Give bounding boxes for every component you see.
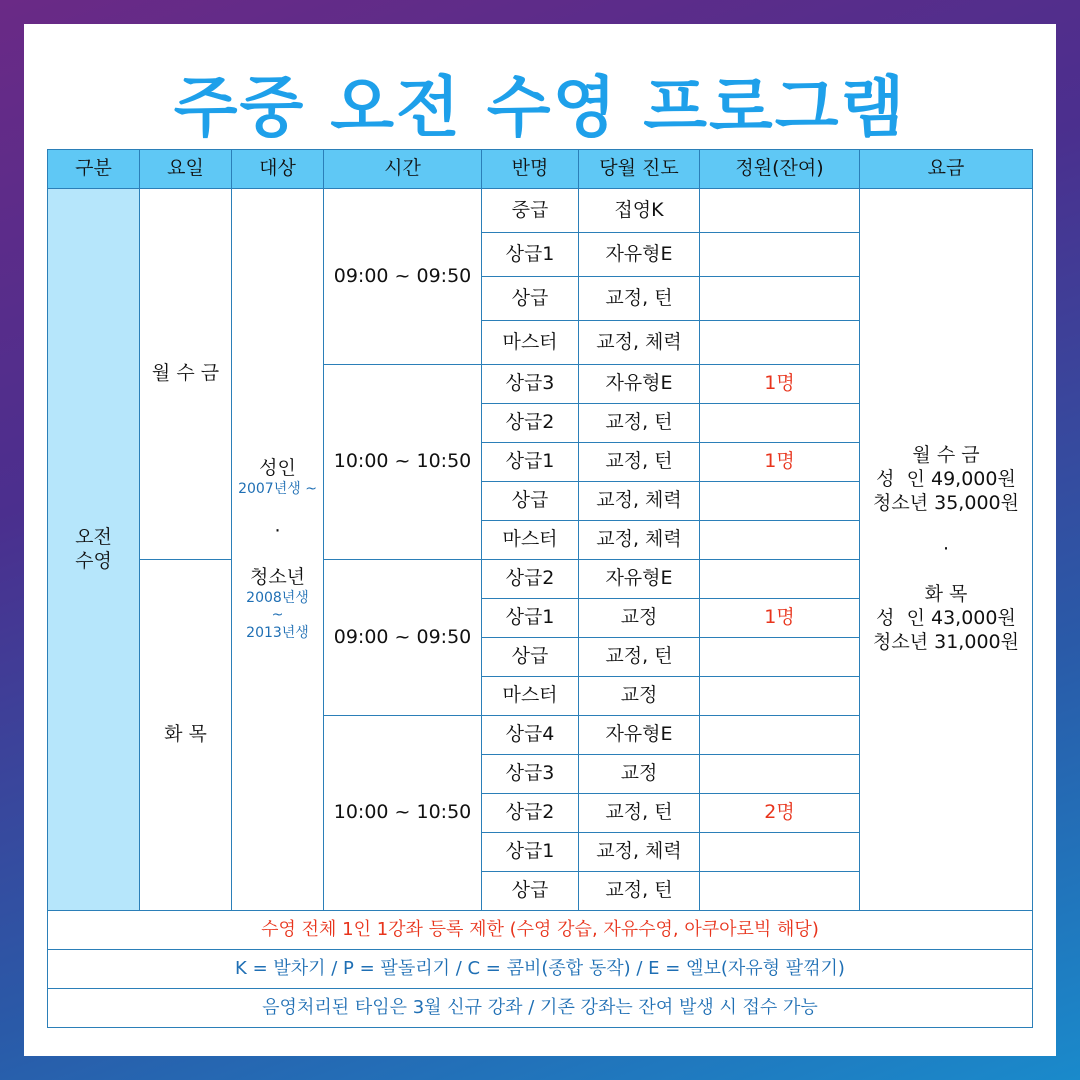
class-cell: 상급1: [482, 443, 579, 482]
class-cell: 상급3: [482, 365, 579, 404]
progress-cell: 접영K: [579, 189, 700, 233]
header-cell: 대상: [232, 150, 324, 189]
capacity-cell: [700, 872, 860, 911]
progress-cell: 교정, 턴: [579, 443, 700, 482]
schedule-table: [47, 149, 1033, 1028]
header-cell: 정원(잔여): [700, 150, 860, 189]
header-cell: 반명: [482, 150, 579, 189]
progress-cell: 교정, 체력: [579, 833, 700, 872]
schedule-card: [24, 24, 1056, 1056]
class-cell: 상급1: [482, 833, 579, 872]
capacity-cell: [700, 321, 860, 365]
fee-dot: ·: [942, 537, 950, 560]
class-cell: 중급: [482, 189, 579, 233]
target-adult: 성인: [259, 456, 296, 479]
capacity-cell: [700, 404, 860, 443]
target-adult-year: 2007년생 ~: [238, 480, 317, 497]
class-cell: 상급3: [482, 755, 579, 794]
capacity-cell: 2명: [700, 794, 860, 833]
target-cell: [232, 189, 324, 911]
target-youth: 청소년: [249, 565, 306, 588]
fee-tt-youth: 청소년 31,000원: [873, 630, 1019, 653]
capacity-cell: 1명: [700, 365, 860, 404]
fee-mwf-label: 월 수 금: [912, 444, 980, 467]
class-cell: 상급: [482, 638, 579, 677]
note-registration-limit: 수영 전체 1인 1강좌 등록 제한 (수영 강습, 자유수영, 아쿠아로빅 해당): [48, 911, 1033, 950]
progress-cell: 교정, 턴: [579, 638, 700, 677]
class-cell: 상급2: [482, 404, 579, 443]
header-cell: 당월 진도: [579, 150, 700, 189]
header-cell: 시간: [324, 150, 482, 189]
note-row: [48, 911, 1033, 950]
progress-cell: 자유형E: [579, 365, 700, 404]
fee-tt-adult: 성 인 43,000원: [876, 607, 1016, 630]
time-cell: 09:00 ~ 09:50: [324, 560, 482, 716]
class-cell: 상급1: [482, 599, 579, 638]
class-cell: 상급4: [482, 716, 579, 755]
capacity-cell: 1명: [700, 443, 860, 482]
target-youth-year-to: 2013년생: [246, 624, 309, 641]
progress-cell: 교정, 체력: [579, 482, 700, 521]
class-cell: 상급: [482, 872, 579, 911]
capacity-cell: [700, 482, 860, 521]
progress-cell: 교정: [579, 599, 700, 638]
page-title: 주중 오전 수영 프로그램: [24, 54, 1056, 149]
class-cell: 상급: [482, 277, 579, 321]
note-shaded-times: 음영처리된 타임은 3월 신규 강좌 / 기존 강좌는 잔여 발생 시 접수 가능: [48, 989, 1033, 1028]
time-cell: 10:00 ~ 10:50: [324, 365, 482, 560]
table-row: [48, 189, 1033, 233]
progress-cell: 자유형E: [579, 716, 700, 755]
capacity-cell: [700, 716, 860, 755]
progress-cell: 자유형E: [579, 233, 700, 277]
fee-mwf-adult: 성 인 49,000원: [876, 468, 1016, 491]
capacity-cell: [700, 638, 860, 677]
header-cell: 요일: [140, 150, 232, 189]
time-cell: 10:00 ~ 10:50: [324, 716, 482, 911]
progress-cell: 교정: [579, 755, 700, 794]
capacity-cell: [700, 521, 860, 560]
target-youth-year-from: 2008년생: [246, 589, 309, 606]
progress-cell: 교정, 턴: [579, 794, 700, 833]
time-cell: 09:00 ~ 09:50: [324, 189, 482, 365]
progress-cell: 교정, 체력: [579, 521, 700, 560]
header-cell: 요금: [860, 150, 1033, 189]
progress-cell: 교정, 체력: [579, 321, 700, 365]
capacity-cell: 1명: [700, 599, 860, 638]
class-cell: 상급: [482, 482, 579, 521]
note-row: [48, 950, 1033, 989]
progress-cell: 교정, 턴: [579, 277, 700, 321]
capacity-cell: [700, 277, 860, 321]
day-cell-mwf: 월 수 금: [140, 189, 232, 560]
progress-cell: 교정, 턴: [579, 404, 700, 443]
header-cell: 구분: [48, 150, 140, 189]
class-cell: 상급2: [482, 794, 579, 833]
day-cell-tt: 화 목: [140, 560, 232, 911]
category-cell: 오전 수영: [48, 189, 140, 911]
header-row: [48, 150, 1033, 189]
progress-cell: 자유형E: [579, 560, 700, 599]
fee-mwf-youth: 청소년 35,000원: [873, 491, 1019, 514]
progress-cell: 교정, 턴: [579, 872, 700, 911]
fee-tt-label: 화 목: [924, 583, 968, 606]
class-cell: 상급2: [482, 560, 579, 599]
note-row: [48, 989, 1033, 1028]
fee-cell: [860, 189, 1033, 911]
note-legend: K = 발차기 / P = 팔돌리기 / C = 콤비(종합 동작) / E = 엘보(자유형 팔꺾기): [48, 950, 1033, 989]
capacity-cell: [700, 189, 860, 233]
class-cell: 마스터: [482, 521, 579, 560]
target-dot: ·: [274, 520, 281, 543]
capacity-cell: [700, 833, 860, 872]
class-cell: 상급1: [482, 233, 579, 277]
capacity-cell: [700, 755, 860, 794]
class-cell: 마스터: [482, 321, 579, 365]
class-cell: 마스터: [482, 677, 579, 716]
capacity-cell: [700, 560, 860, 599]
capacity-cell: [700, 677, 860, 716]
progress-cell: 교정: [579, 677, 700, 716]
capacity-cell: [700, 233, 860, 277]
target-tilde: ~: [271, 607, 284, 624]
